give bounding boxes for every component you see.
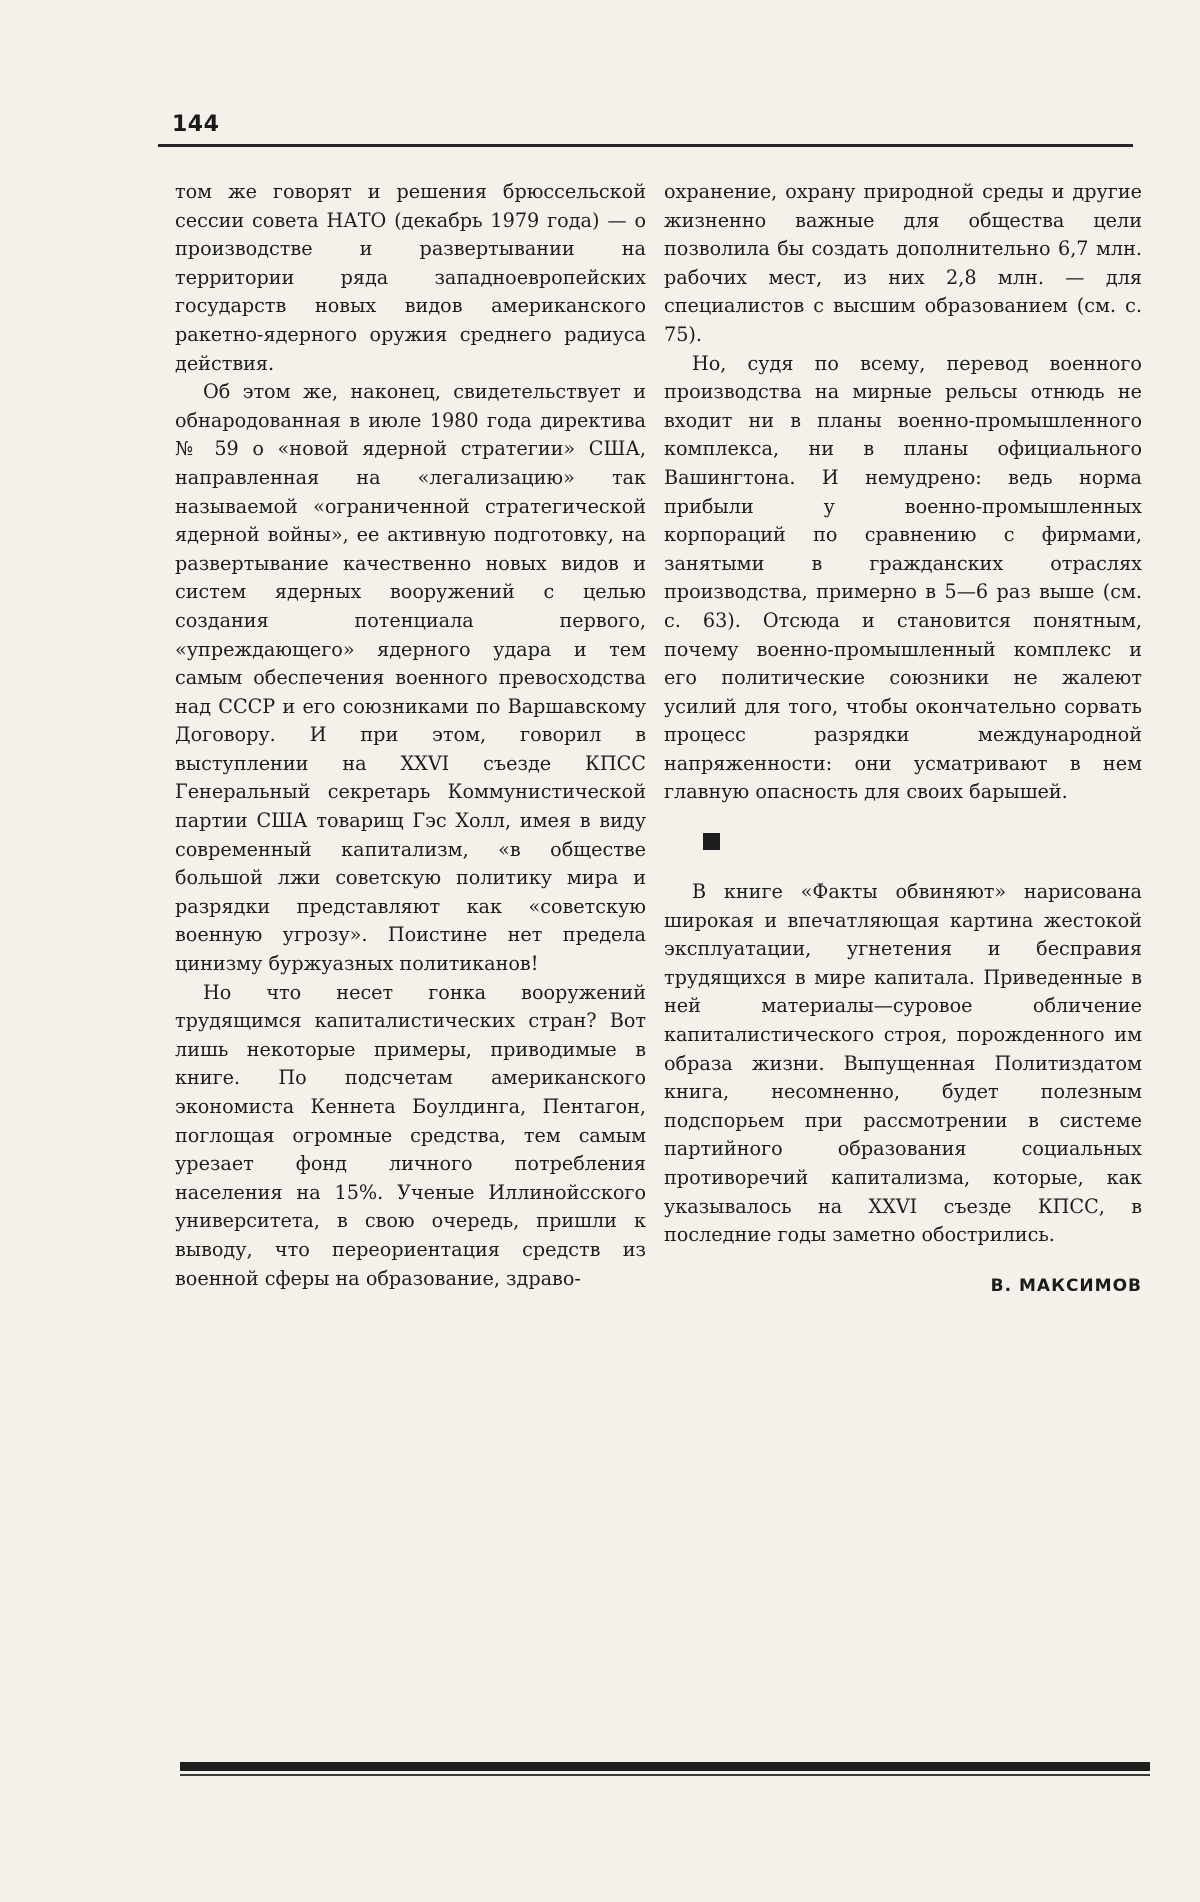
footer-rule-thin (180, 1774, 1150, 1776)
footer-rule (180, 1762, 1150, 1771)
paragraph: охранение, охрану природной среды и другие жизненно важные для общества цели позволила бы создать дополнительно 6,7 млн. рабочих мест, из них 2,8 млн. — для специалистов с высшим образованием (см. с. 75). (664, 180, 1142, 346)
paragraph: Но, судя по всему, перевод военного производства на мирные рельсы отнюдь не входит ни в планы военно-промышленного комплекса, ни в планы официального Вашингтона. И немудрено: ведь норма прибыли у военно-промышленных корпораций по сравнению с фирмами, занятыми в гражданских отраслях производства, примерно в 5—6 раз выше (см. с. 63). Отсюда и становится понятным, почему военно-промышленный комплекс и его политические союзники не жалеют усилий для того, чтобы окончательно сорвать процесс разрядки международной напряженности: они усматривают в нем главную опасность для своих барышей. (664, 351, 1142, 804)
right-column (664, 178, 1142, 1300)
paragraph: Но что несет гонка вооружений трудящимся капиталистических стран? Вот лишь некоторые примеры, приводимые в книге. По подсчетам американского экономиста Кеннета Боулдинга, Пентагон, поглощая огромные средства, тем самым урезает фонд личного потребления населения на 15%. Ученые Иллинойсского университета, в свою очередь, пришли к выводу, что переориентация средств из военной сферы на образование, здраво- (175, 980, 646, 1290)
author-signature: В. МАКСИМОВ (990, 1275, 1142, 1296)
conclusion-paragraph: В книге «Факты обвиняют» нарисована широкая и впечатляющая картина жестокой эксплуатации, угнетения и бесправия трудящихся в мире капитала. Приведенные в ней материалы—суровое обличение капиталистического строя, порожденного им образа жизни. Выпущенная Политиздатом книга, несомненно, будет полезным подспорьем при рассмотрении в системе партийного образования социальных противоречий капитализма, которые, как указывалось на XXVI съезде КПСС, в последние годы заметно обострились. (664, 880, 1142, 1247)
paragraph: Об этом же, наконец, свидетельствует и обнародованная в июле 1980 года директива № 59 о «новой ядерной стратегии» США, направленная на «легализацию» так называемой «ограниченной стратегической ядерной войны», ее активную подготовку, на развертывание качественно новых видов и систем ядерных вооружений с целью создания потенциала первого, «упреждающего» ядерного удара и тем самым обеспечения военного превосходства над СССР и его союзниками по Варшавскому Договору. И при этом, говорил в выступлении на XXVI съезде КПСС Генеральный секретарь Коммунистической партии США товарищ Гэс Холл, имея в виду современный капитализм, «в обществе большой лжи советскую политику мира и разрядки представляют как «советскую военную угрозу». Поистине нет предела цинизму буржуазных политиканов! (175, 380, 646, 976)
paragraph: том же говорят и решения брюссельской сессии совета НАТО (декабрь 1979 года) — о производстве и развертывании на территории ряда западноевропейских государств новых видов американского ракетно-ядерного оружия среднего радиуса действия. (175, 180, 646, 375)
section-divider-square (703, 833, 720, 850)
header-rule (158, 144, 1133, 147)
left-column (175, 178, 646, 1293)
page-number: 144 (172, 112, 220, 137)
